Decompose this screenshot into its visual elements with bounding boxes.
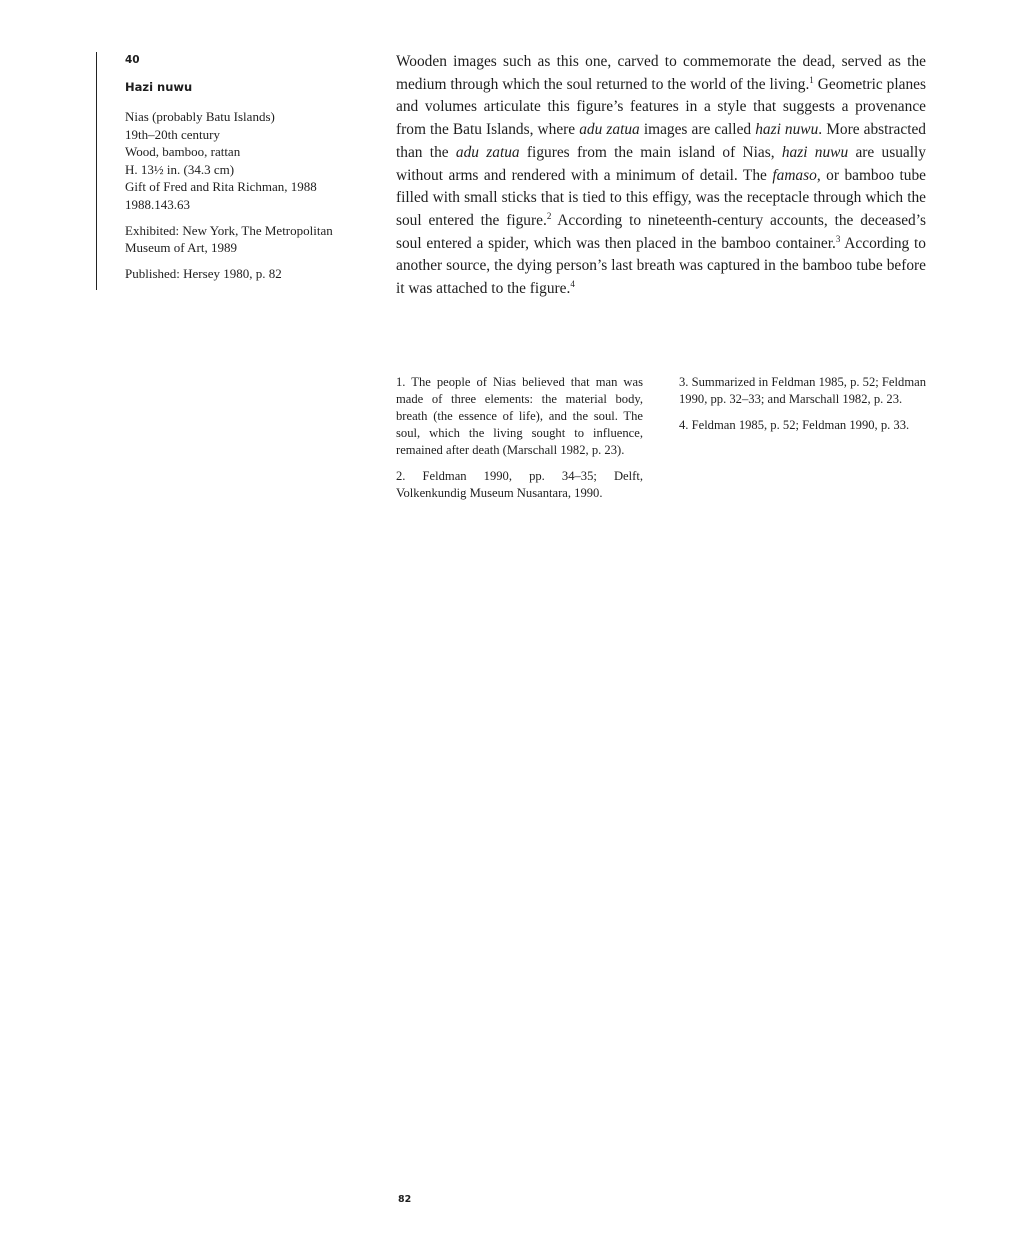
- body-text-segment: Wooden images such as this one, carved to commemorate the dead, served as the medium through which the soul returned to the world of the living.: [396, 53, 926, 93]
- footnote-4: 4. Feldman 1985, p. 52; Feldman 1990, p. 33.: [679, 418, 910, 432]
- term-adu-zatua: adu zatua: [455, 143, 520, 161]
- term-hazi-nuwu: hazi nuwu: [781, 143, 849, 161]
- footnote-ref-4: 4: [570, 279, 575, 290]
- body-text-segment: Geometric planes and volumes articulate this figure’s features in a style that suggests a provenance from the Batu Islands, where: [396, 75, 926, 139]
- page-number: 82: [398, 1194, 412, 1205]
- footnote-ref-1: 1: [809, 74, 814, 85]
- footnote-3: 3. Summarized in Feldman 1985, p. 52; Feldman 1990, pp. 32–33; and Marschall 1982, p. 23.: [679, 375, 926, 406]
- object-details: [125, 108, 356, 214]
- footnote-1: 1. The people of Nias believed that man was made of three elements: the material body, breath (the essence of life), and the soul. The soul, which the living sought to influence, remained after death (Marschall 1982, p. 23).: [396, 375, 643, 457]
- object-origin: Nias (probably Batu Islands): [125, 109, 275, 124]
- footnotes-left-column: [396, 374, 643, 511]
- body-text-segment: , or bamboo tube filled with small sticks that is tied to this effigy, was the receptacle through which the soul entered the figure.: [396, 166, 926, 229]
- footnotes-right-column: [679, 374, 926, 443]
- object-medium: Wood, bamboo, rattan: [125, 144, 241, 160]
- body-text-segment: figures from the main island of Nias,: [519, 143, 782, 161]
- body-text-segment: . More abstracted than the: [396, 121, 927, 161]
- catalogue-entry-sidebar: [96, 52, 356, 290]
- object-credit-line: Gift of Fred and Rita Richman, 1988: [125, 179, 317, 195]
- object-date: 19th–20th century: [125, 126, 220, 142]
- publication-history: Published: Hersey 1980, p. 82: [125, 265, 282, 281]
- term-adu-zatua: adu zatua: [579, 121, 640, 139]
- main-text-paragraph: [396, 51, 926, 301]
- object-dimensions: H. 13½ in. (34.3 cm): [125, 161, 235, 177]
- footnote-ref-3: 3: [835, 233, 841, 244]
- body-text-segment: According to another source, the dying person’s last breath was captured in the bamboo tube before it was attached to the figure.: [396, 234, 926, 298]
- term-famaso: famaso: [772, 166, 817, 184]
- body-text-segment: According to nineteenth-century accounts, the deceased’s soul entered a spider, which was then placed in the bamboo container.: [396, 211, 926, 252]
- entry-number: 40: [125, 54, 140, 66]
- exhibition-history: Exhibited: New York, The Metropolitan Museum of Art, 1989: [125, 222, 333, 256]
- term-hazi-nuwu: hazi nuwu: [755, 121, 819, 139]
- body-text-segment: are usually without arms and rendered with a minimum of detail. The: [396, 143, 926, 184]
- body-text-segment: images are called: [639, 121, 756, 139]
- footnote-ref-2: 2: [546, 210, 552, 221]
- object-accession-number: 1988.143.63: [125, 196, 190, 212]
- footnote-2: 2. Feldman 1990, pp. 34–35; Delft, Volkenkundig Museum Nusantara, 1990.: [396, 469, 643, 500]
- entry-title: Hazi nuwu: [125, 80, 193, 94]
